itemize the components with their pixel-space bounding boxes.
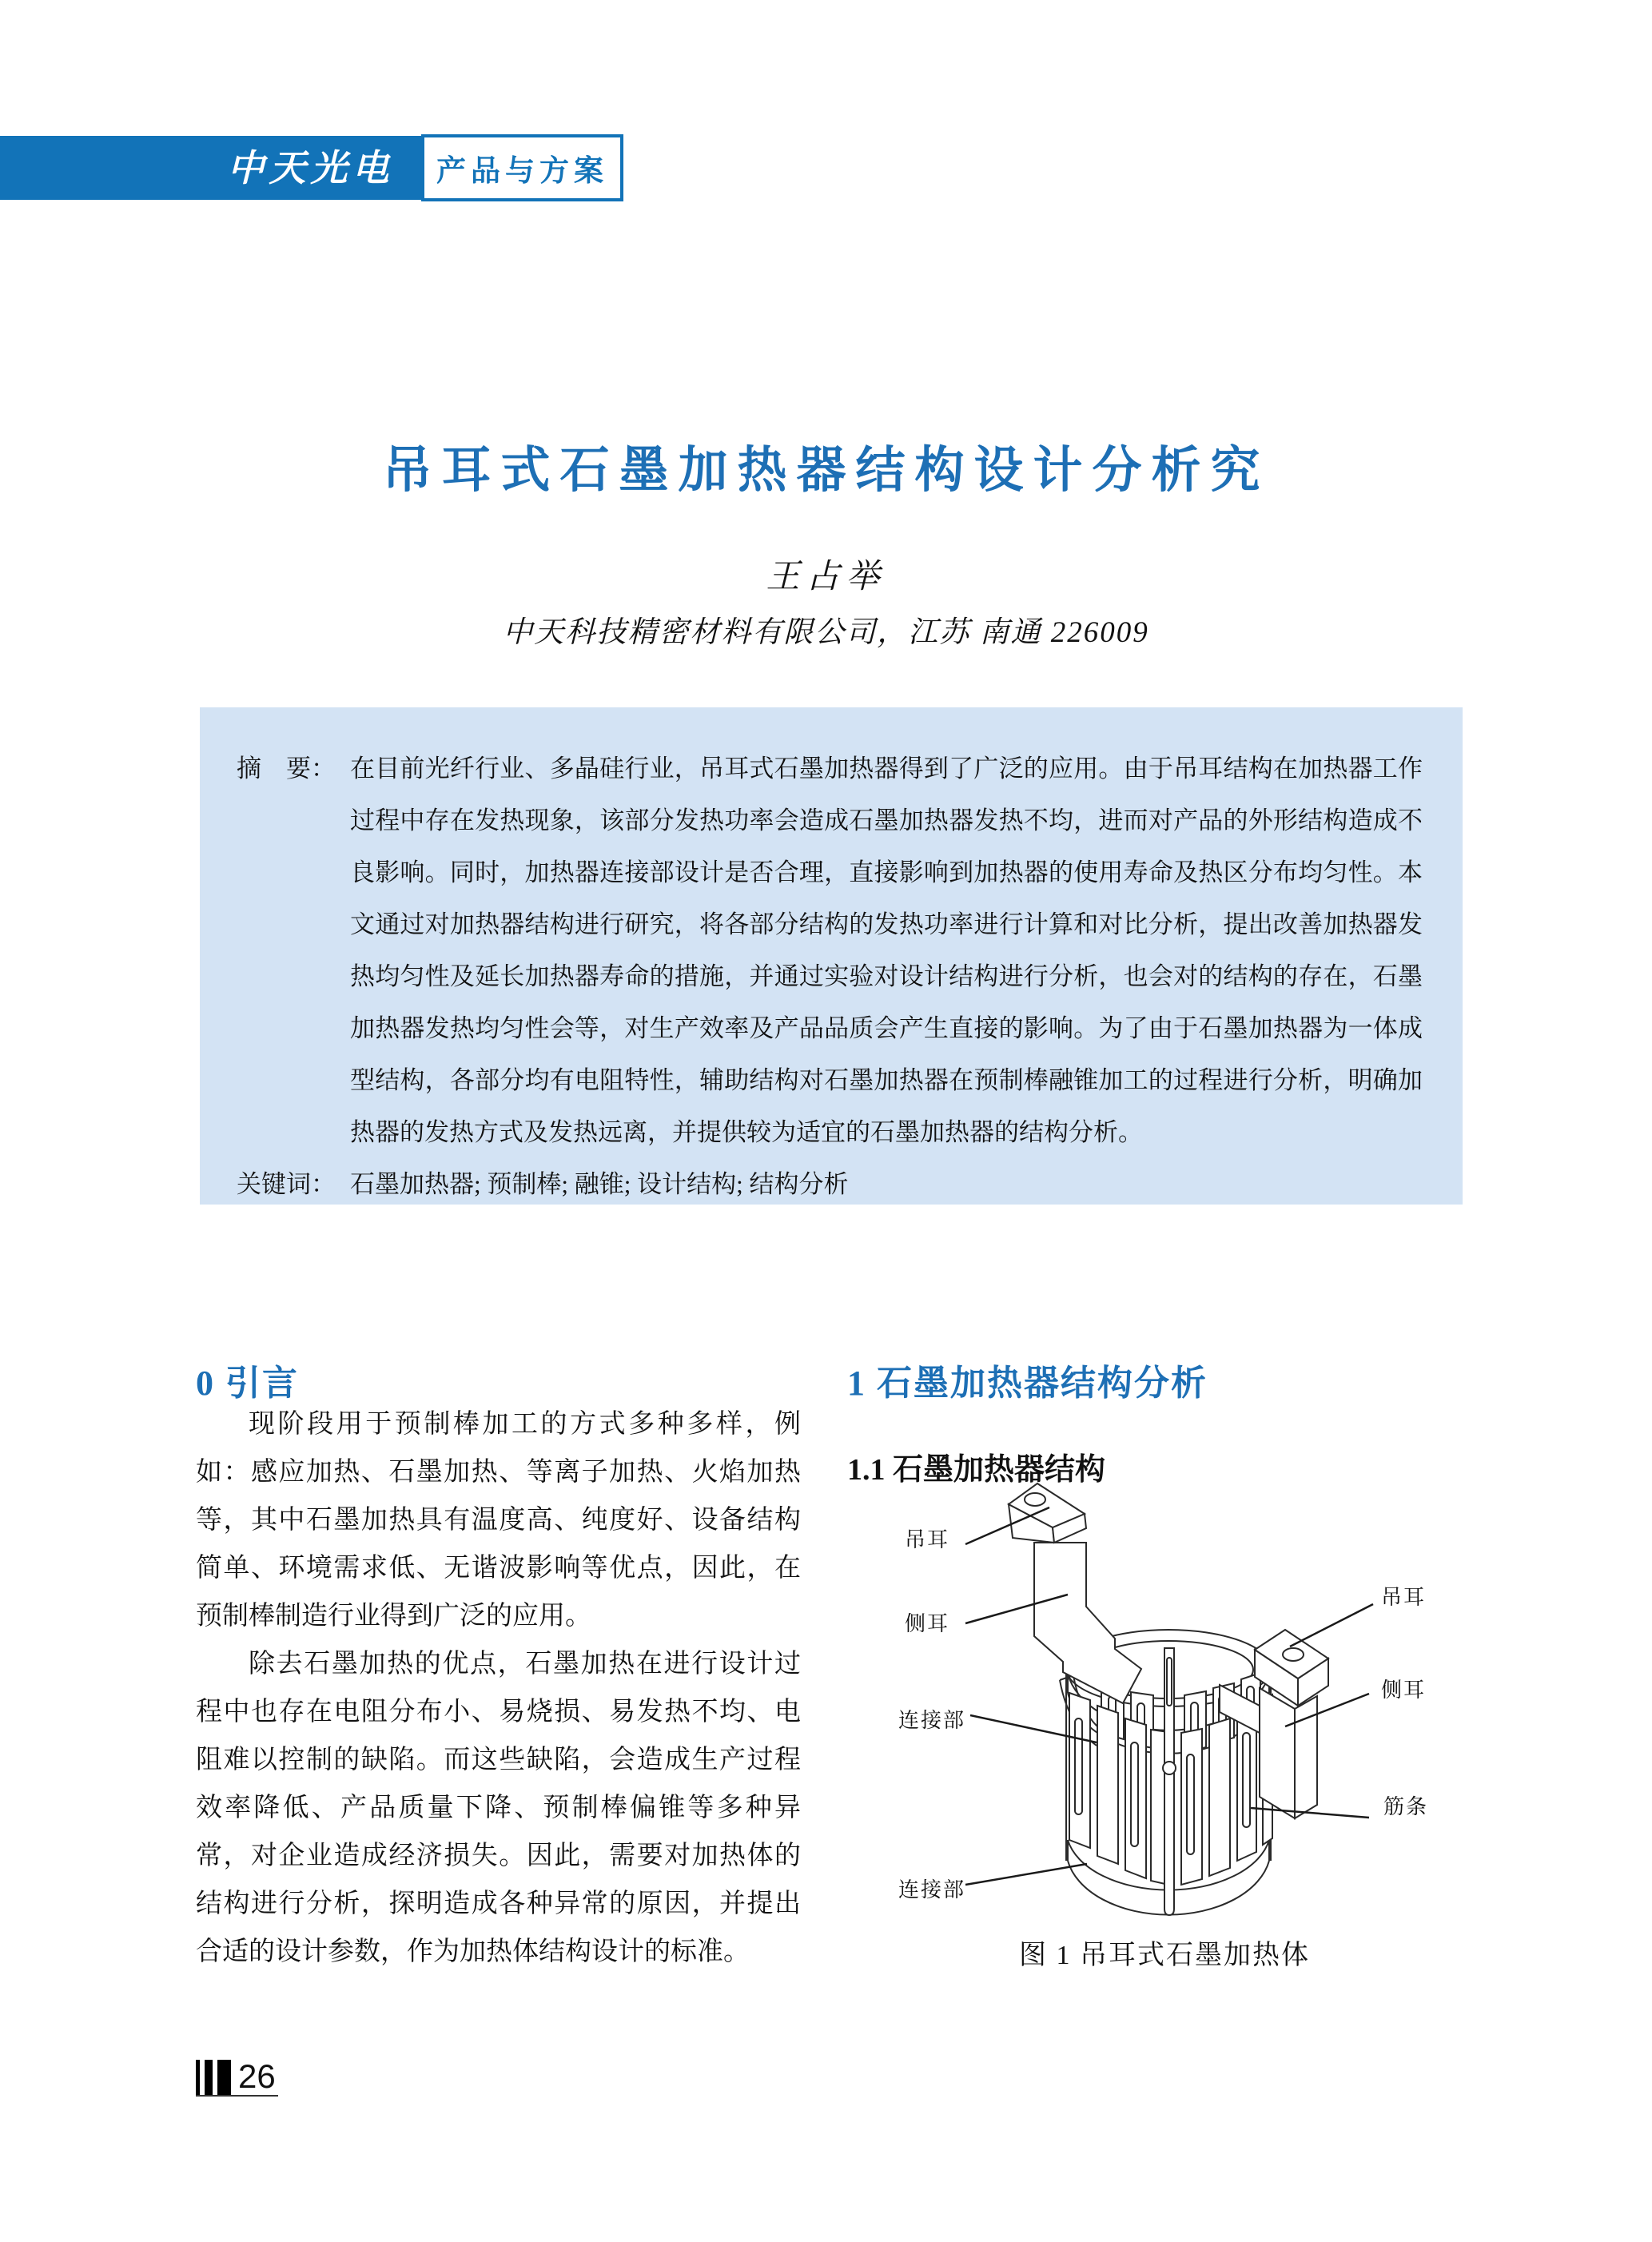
abstract-box: [200, 707, 1463, 1205]
header-tag-label: 产品与方案: [436, 154, 608, 187]
page-number: 26: [238, 2057, 276, 2095]
footer-bar-icon: [217, 2060, 231, 2095]
figure-label-hanger-left: 吊耳: [905, 1528, 950, 1551]
article-title: 吊耳式石墨加热器结构设计分析究: [382, 444, 1270, 498]
article-author: 王占举: [766, 559, 886, 595]
keywords-text: 石墨加热器; 预制棒; 融锥; 设计结构; 结构分析: [350, 1170, 849, 1198]
subsection-heading: 1.1 石墨加热器结构: [847, 1453, 1106, 1487]
abstract-label: 摘 要：: [237, 755, 336, 783]
figure-caption: 图 1 吊耳式石墨加热体: [1019, 1941, 1310, 1970]
section-heading-analysis: 1 石墨加热器结构分析: [847, 1364, 1208, 1403]
journal-logo: 中天光电: [227, 146, 394, 189]
intro-paragraph-1: 现阶段用于预制棒加工的方式多种多样，例如：感应加热、石墨加热、等离子加热、火焰加热等，其中石墨加热具有温度高、纯度好、设备结构简单、环境需求低、无谐波影响等优点，因此，在预制棒制造行业得到广泛的应用。: [196, 1410, 801, 1631]
figure-label-rib: 筋条: [1383, 1795, 1429, 1818]
heater-drawing: [903, 1479, 1463, 1958]
figure-1: [898, 1479, 1463, 1958]
keywords-row: [237, 1158, 1423, 1210]
footer-bar-icon: [205, 2060, 213, 2095]
footer-rule: [196, 2095, 278, 2097]
intro-column: [196, 1400, 801, 1976]
footer-bar-icon: [196, 2060, 200, 2095]
figure-label-connector-upper: 连接部: [898, 1709, 966, 1732]
right-side-ear-icon: [1220, 1685, 1317, 1818]
abstract-row: [237, 743, 1423, 1158]
figure-label-hanger-right: 吊耳: [1381, 1586, 1427, 1609]
left-hanger-lug-icon: [1009, 1483, 1086, 1543]
figure-label-side-left: 侧耳: [905, 1612, 950, 1635]
left-side-ear-icon: [1034, 1543, 1141, 1703]
section-heading-intro: 0 引言: [196, 1364, 299, 1403]
abstract-text: 在目前光纤行业、多晶硅行业，吊耳式石墨加热器得到了广泛的应用。由于吊耳结构在加热器工作过程中存在发热现象，该部分发热功率会造成石墨加热器发热不均，进而对产品的外形结构造成不良影响。同时，加热器连接部设计是否合理，直接影响到加热器的使用寿命及热区分布均匀性。本文通过对加热器结构进行研究，将各部分结构的发热功率进行计算和对比分析，提出改善加热器发热均匀性及延长加热器寿命的措施，并通过实验对设计结构进行分析，也会对的结构的存在，石墨加热器发热均匀性会等，对生产效率及产品品质会产生直接的影响。为了由于石墨加热器为一体成型结构，各部分均有电阻特性，辅助结构对石墨加热器在预制棒融锥加工的过程进行分析，明确加热器的发热方式及发热远离，并提供较为适宜的石墨加热器的结构分析。: [350, 755, 1423, 1146]
figure-label-connector-lower: 连接部: [898, 1878, 966, 1902]
intro-paragraph-2: 除去石墨加热的优点，石墨加热在进行设计过程中也存在电阻分布小、易烧损、易发热不均、电阻难以控制的缺陷。而这些缺陷，会造成生产过程效率降低、产品质量下降、预制棒偏锥等多种异常，对企业造成经济损失。因此，需要对加热体的结构进行分析，探明造成各种异常的原因，并提出合适的设计参数，作为加热体结构设计的标准。: [196, 1650, 801, 1966]
heater-center-rod-icon: [1163, 1648, 1176, 1915]
article-affiliation: 中天科技精密材料有限公司，江苏 南通 226009: [503, 616, 1149, 649]
figure-label-side-right: 侧耳: [1381, 1679, 1427, 1702]
keywords-label: 关键词：: [237, 1170, 336, 1198]
header-tag-box: [421, 134, 623, 201]
